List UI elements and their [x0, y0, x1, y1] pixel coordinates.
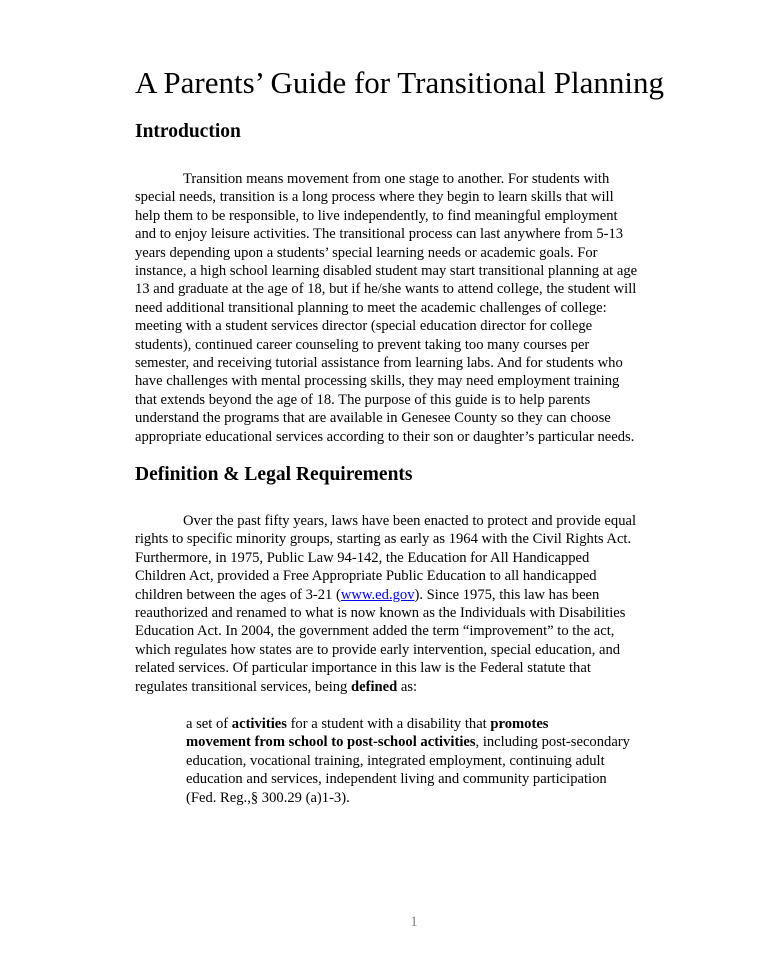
paragraph-line: Transition means movement from one stage to another. For students with — [183, 171, 610, 187]
quote-line: education and services, independent living and community participation — [186, 771, 607, 788]
paragraph-line: students), continued career counseling to prevent taking too many courses per — [135, 336, 590, 353]
paragraph-line — [135, 678, 695, 696]
paragraph-line: Over the past fifty years, laws have been enacted to protect and provide equal — [183, 513, 637, 529]
page-number: 1 — [410, 914, 418, 930]
page-title: A Parents’ Guide for Transitional Planning — [135, 65, 664, 100]
line-text: regulates transitional services, being — [135, 678, 351, 695]
line-text: children between the ages of 3-21 ( — [135, 586, 341, 603]
paragraph-line: years depending upon a students’ special learning needs or academic goals. For — [135, 244, 598, 261]
introduction-heading: Introduction — [135, 121, 241, 142]
paragraph-line: and to enjoy leisure activities. The transitional process can last anywhere from 5-13 — [135, 226, 624, 243]
quote-text: a set of — [186, 716, 232, 732]
defined-term: defined — [351, 678, 398, 695]
paragraph-line: have challenges with mental processing skills, they may need employment training — [135, 373, 620, 390]
quote-bold: promotes — [490, 716, 549, 732]
quote-text: for a student with a disability that — [286, 716, 491, 732]
definition-quote — [186, 715, 706, 807]
quote-line: education, vocational training, integrated employment, continuing adult — [186, 752, 605, 769]
paragraph-line: understand the programs that are available in Genesee County so they can choose — [135, 410, 611, 427]
paragraph-line: meeting with a student services director (special education director for college — [135, 318, 593, 335]
quote-line: (Fed. Reg.,§ 300.29 (a)1-3). — [186, 789, 350, 806]
paragraph-line: Children Act, provided a Free Appropriate Public Education to all handicapped — [135, 568, 597, 585]
paragraph-line: 13 and graduate at the age of 18, but if he/she wants to attend college, the student will — [135, 281, 637, 298]
paragraph-line: which regulates how states are to provide early intervention, special education, and — [135, 641, 621, 658]
paragraph-line: help them to be responsible, to live independently, to find meaningful employment — [135, 207, 618, 224]
quote-text: , including post-secondary — [475, 734, 630, 751]
quote-line — [186, 715, 706, 733]
legal-heading: Definition & Legal Requirements — [135, 464, 413, 485]
introduction-paragraph — [135, 170, 695, 446]
line-text: ). Since 1975, this law has been — [414, 586, 600, 603]
paragraph-line: reauthorized and renamed to what is now known as the Individuals with Disabilities — [135, 605, 626, 622]
paragraph-line: related services. Of particular importance in this law is the Federal statute that — [135, 660, 591, 677]
paragraph-line: semester, and receiving tutorial assistance from learning labs. And for students who — [135, 355, 623, 372]
paragraph-line: Education Act. In 2004, the government added the term “improvement” to the act, — [135, 623, 615, 640]
quote-bold: movement from school to post-school activities — [186, 734, 476, 751]
paragraph-line: rights to specific minority groups, starting as early as 1964 with the Civil Rights Act. — [135, 531, 632, 548]
legal-paragraph — [135, 512, 695, 696]
ed-gov-link[interactable]: www.ed.gov — [340, 586, 415, 603]
paragraph-line: that extends beyond the age of 18. The purpose of this guide is to help parents — [135, 391, 591, 408]
quote-bold: activities — [231, 716, 287, 732]
paragraph-line — [135, 586, 695, 604]
paragraph-line: Furthermore, in 1975, Public Law 94-142, the Education for All Handicapped — [135, 549, 590, 566]
paragraph-line: instance, a high school learning disabled student may start transitional planning at age — [135, 263, 638, 280]
paragraph-line: special needs, transition is a long process where they begin to learn skills that will — [135, 189, 614, 206]
paragraph-line: need additional transitional planning to meet the academic challenges of college: — [135, 299, 607, 316]
line-text: as: — [397, 678, 418, 695]
quote-line — [186, 733, 706, 751]
paragraph-line: appropriate educational services according to their son or daughter’s particular needs. — [135, 428, 635, 445]
